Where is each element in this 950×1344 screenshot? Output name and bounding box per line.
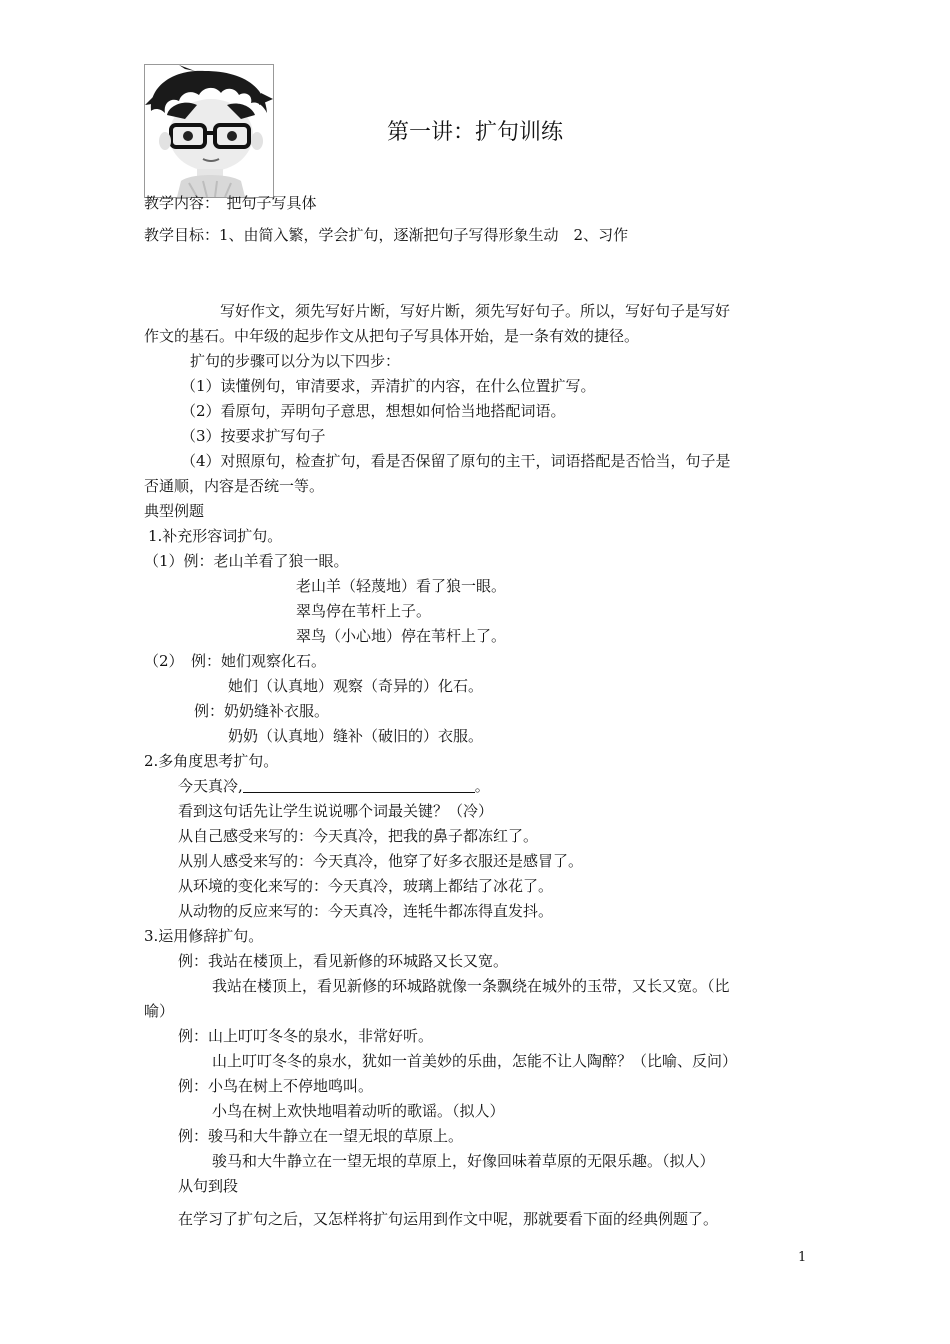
blank-suffix: 。 (474, 777, 490, 795)
example-line: 翠鸟（小心地）停在苇杆上了。 (296, 627, 507, 645)
example-line: 她们（认真地）观察（奇异的）化石。 (228, 677, 484, 695)
intro-line: 写好作文，须先写好片断，写好片断，须先写好句子。所以，写好句子是写好 (220, 302, 731, 320)
example-line: 例：小鸟在树上不停地鸣叫。 (178, 1077, 374, 1095)
page-number: 1 (798, 1250, 807, 1265)
example-line: 奶奶（认真地）缝补（破旧的）衣服。 (228, 727, 484, 745)
example-line: 小鸟在树上欢快地唱着动听的歌谣。（拟人） (212, 1102, 505, 1120)
example-line: （1）例：老山羊看了狼一眼。 (144, 552, 349, 570)
step-item: （2）看原句，弄明句子意思，想想如何恰当地搭配词语。 (181, 402, 566, 420)
example-line: 例：奶奶缝补衣服。 (194, 702, 330, 720)
example-line: 例：骏马和大牛静立在一望无垠的草原上。 (178, 1127, 464, 1145)
intro-line: 作文的基石。中年级的起步作文从把句子写具体开始，是一条有效的捷径。 (144, 327, 640, 345)
example-line: 山上叮叮冬冬的泉水，犹如一首美妙的乐曲，怎能不让人陶醉？（比喻、反问） (212, 1052, 738, 1070)
subsection-heading: 从句到段 (178, 1177, 239, 1195)
example-line: 例：山上叮叮冬冬的泉水，非常好听。 (178, 1027, 434, 1045)
example-line: 骏马和大牛静立在一望无垠的草原上，好像回味着草原的无限乐趣。（拟人） (212, 1152, 715, 1170)
step-item: 否通顺，内容是否统一等。 (144, 477, 325, 495)
example-line: 看到这句话先让学生说说哪个词最关键？（冷） (178, 802, 494, 820)
section-heading: 1.补充形容词扩句。 (148, 527, 283, 545)
example-line: 老山羊（轻蔑地）看了狼一眼。 (296, 577, 507, 595)
teaching-goal: 教学目标：1、由简入繁，学会扩句，逐渐把句子写得形象生动 2、习作 (144, 226, 629, 244)
step-item: （3）按要求扩写句子 (181, 427, 326, 445)
section-heading: 2.多角度思考扩句。 (144, 752, 279, 770)
lesson-title: 第一讲：扩句训练 (386, 120, 563, 145)
step-item: （4）对照原句，检查扩句，看是否保留了原句的主干，词语搭配是否恰当，句子是 (181, 452, 731, 470)
answer-blank (243, 778, 475, 793)
example-line: 翠鸟停在苇杆上子。 (296, 602, 432, 620)
fill-blank-line (178, 775, 490, 797)
example-line: 从自己感受来写的：今天真冷，把我的鼻子都冻红了。 (178, 827, 539, 845)
blank-prefix: 今天真冷, (178, 777, 243, 795)
example-line: 我站在楼顶上，看见新修的环城路就像一条飘绕在城外的玉带，又长又宽。（比 (212, 977, 730, 995)
example-line: 喻） (144, 1002, 175, 1020)
section-heading: 3.运用修辞扩句。 (144, 927, 264, 945)
example-line: 从别人感受来写的：今天真冷，他穿了好多衣服还是感冒了。 (178, 852, 584, 870)
example-line: （2） 例：她们观察化石。 (144, 652, 327, 670)
example-line: 例：我站在楼顶上，看见新修的环城路又长又宽。 (178, 952, 509, 970)
steps-intro: 扩句的步骤可以分为以下四步： (190, 352, 401, 370)
teaching-content: 教学内容： 把句子写具体 (144, 194, 317, 212)
closing-line: 在学习了扩句之后，又怎样将扩句运用到作文中呢，那就要看下面的经典例题了。 (178, 1210, 719, 1228)
examples-heading: 典型例题 (144, 502, 205, 520)
example-line: 从动物的反应来写的：今天真冷，连牦牛都冻得直发抖。 (178, 902, 554, 920)
step-item: （1）读懂例句，审清要求，弄清扩的内容，在什么位置扩写。 (181, 377, 596, 395)
example-line: 从环境的变化来写的：今天真冷，玻璃上都结了冰花了。 (178, 877, 554, 895)
